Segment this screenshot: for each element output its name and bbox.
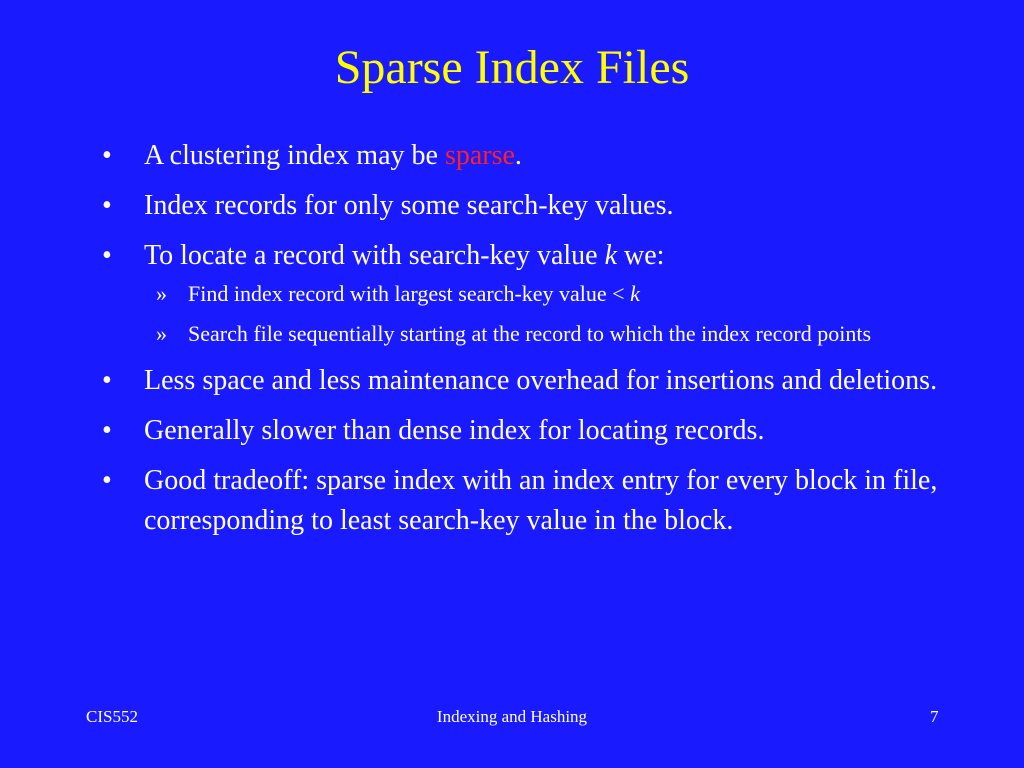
highlight-text: sparse [444, 140, 515, 171]
bullet-text: Generally slower than dense index for locating records. [144, 415, 765, 446]
bullet-item [100, 186, 960, 226]
bullet-marker: • [102, 190, 112, 221]
sub-bullet-item [100, 318, 960, 349]
bullet-marker: • [102, 240, 112, 271]
slide-title: Sparse Index Files [334, 41, 690, 94]
bullet-marker: • [102, 140, 112, 171]
italic-variable: k [604, 240, 618, 271]
sub-bullet-item [100, 278, 960, 309]
sub-bullet-text: Search file sequentially starting at the record to which the index record points [188, 321, 871, 346]
bullet-item [100, 411, 960, 451]
footer-topic: Indexing and Hashing [436, 707, 588, 726]
bullet-item [100, 236, 960, 276]
bullet-text-end: . [514, 140, 522, 171]
bullet-marker: • [102, 365, 112, 396]
bullet-item [100, 361, 960, 401]
bullet-marker: • [102, 465, 112, 496]
bullet-text: Good tradeoff: sparse index with an index entry for every block in file, corresponding to least search-key value in the block. [144, 465, 938, 536]
sub-bullet-marker: » [156, 281, 167, 306]
bullet-text: Index records for only some search-key values. [144, 190, 674, 221]
bullet-text: Less space and less maintenance overhead for insertions and deletions. [144, 365, 938, 396]
footer-course: CIS552 [86, 707, 138, 726]
slide-content [100, 136, 960, 551]
bullet-marker: • [102, 415, 112, 446]
footer-page-number: 7 [930, 707, 939, 726]
bullet-item [100, 136, 960, 176]
sub-bullet-text: Find index record with largest search-key value < [188, 281, 631, 306]
italic-variable: k [630, 281, 640, 306]
bullet-text-end: we: [617, 240, 665, 271]
bullet-text: To locate a record with search-key value [144, 240, 605, 271]
bullet-text: A clustering index may be [144, 140, 445, 171]
bullet-item [100, 461, 960, 541]
sub-bullet-marker: » [156, 321, 167, 346]
